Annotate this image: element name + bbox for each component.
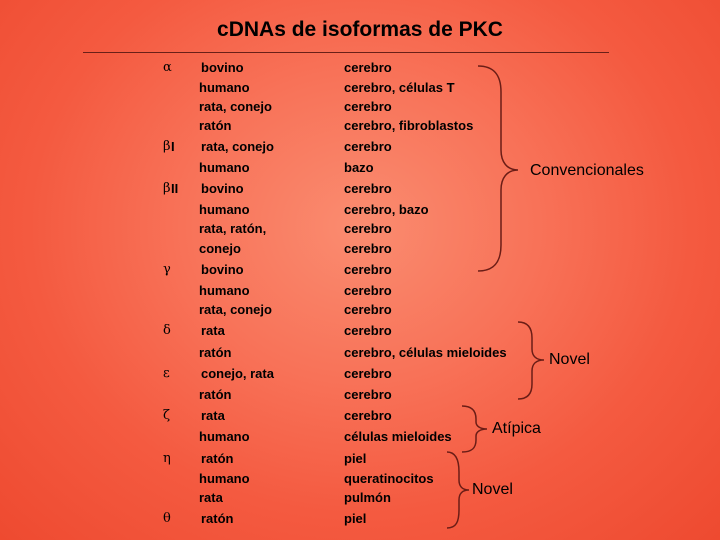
isoform-greek-letter: α bbox=[163, 60, 172, 75]
species-cell: humano bbox=[199, 429, 250, 444]
tissue-cell: pulmón bbox=[344, 490, 391, 505]
tissue-cell: cerebro bbox=[344, 408, 392, 423]
group-label-novel-1: Novel bbox=[549, 351, 590, 368]
isoform-greek-letter: η bbox=[163, 451, 171, 466]
tissue-cell: cerebro bbox=[344, 181, 392, 196]
tissue-cell: cerebro bbox=[344, 99, 392, 114]
species-cell: rata, conejo bbox=[199, 302, 272, 317]
species-cell: conejo bbox=[199, 241, 241, 256]
isoform-greek-letter: ε bbox=[163, 366, 170, 381]
tissue-cell: bazo bbox=[344, 160, 374, 175]
tissue-cell: cerebro, células mieloides bbox=[344, 345, 507, 360]
tissue-cell: cerebro bbox=[344, 60, 392, 75]
tissue-cell: cerebro, células T bbox=[344, 80, 455, 95]
species-cell: rata bbox=[201, 323, 225, 338]
tissue-cell: queratinocitos bbox=[344, 471, 434, 486]
species-cell: humano bbox=[199, 283, 250, 298]
species-cell: rata, conejo bbox=[199, 99, 272, 114]
tissue-cell: piel bbox=[344, 451, 367, 466]
tissue-cell: cerebro bbox=[344, 283, 392, 298]
species-cell: rata, conejo bbox=[201, 139, 274, 154]
tissue-cell: piel bbox=[344, 511, 367, 526]
tissue-cell: cerebro, fibroblastos bbox=[344, 118, 474, 133]
species-cell: ratón bbox=[201, 451, 234, 466]
species-cell: ratón bbox=[199, 345, 232, 360]
isoform-greek-letter: δ bbox=[163, 323, 171, 338]
group-label-novel-2: Novel bbox=[472, 481, 513, 498]
isoform-suffix: I bbox=[171, 139, 175, 154]
tissue-cell: cerebro bbox=[344, 387, 392, 402]
isoform-greek-letter: β bbox=[163, 181, 171, 196]
bracket-atipica bbox=[462, 406, 487, 452]
tissue-cell: cerebro bbox=[344, 221, 392, 236]
species-cell: conejo, rata bbox=[201, 366, 274, 381]
species-cell: humano bbox=[199, 202, 250, 217]
species-cell: rata bbox=[201, 408, 225, 423]
tissue-cell: cerebro bbox=[344, 302, 392, 317]
species-cell: bovino bbox=[201, 60, 244, 75]
bracket-novel-1 bbox=[518, 322, 544, 399]
species-cell: humano bbox=[199, 80, 250, 95]
species-cell: bovino bbox=[201, 262, 244, 277]
tissue-cell: cerebro bbox=[344, 323, 392, 338]
group-label-atipica: Atípica bbox=[492, 420, 541, 437]
tissue-cell: cerebro, bazo bbox=[344, 202, 429, 217]
tissue-cell: cerebro bbox=[344, 139, 392, 154]
species-cell: ratón bbox=[199, 118, 232, 133]
species-cell: rata bbox=[199, 490, 223, 505]
page-title: cDNAs de isoformas de PKC bbox=[217, 18, 503, 41]
tissue-cell: células mieloides bbox=[344, 429, 452, 444]
isoform-greek-letter: θ bbox=[163, 511, 171, 526]
group-label-convencionales: Convencionales bbox=[530, 162, 644, 179]
species-cell: ratón bbox=[201, 511, 234, 526]
isoform-greek-letter: γ bbox=[163, 262, 171, 277]
tissue-cell: cerebro bbox=[344, 366, 392, 381]
isoform-suffix: II bbox=[171, 181, 179, 196]
isoform-greek-letter: ζ bbox=[163, 408, 171, 423]
species-cell: ratón bbox=[199, 387, 232, 402]
isoform-greek-letter: β bbox=[163, 139, 171, 154]
tissue-cell: cerebro bbox=[344, 241, 392, 256]
species-cell: humano bbox=[199, 471, 250, 486]
bracket-novel-2 bbox=[447, 452, 469, 528]
species-cell: bovino bbox=[201, 181, 244, 196]
bracket-convencionales bbox=[478, 66, 518, 271]
tissue-cell: cerebro bbox=[344, 262, 392, 277]
species-cell: rata, ratón, bbox=[199, 221, 267, 236]
species-cell: humano bbox=[199, 160, 250, 175]
